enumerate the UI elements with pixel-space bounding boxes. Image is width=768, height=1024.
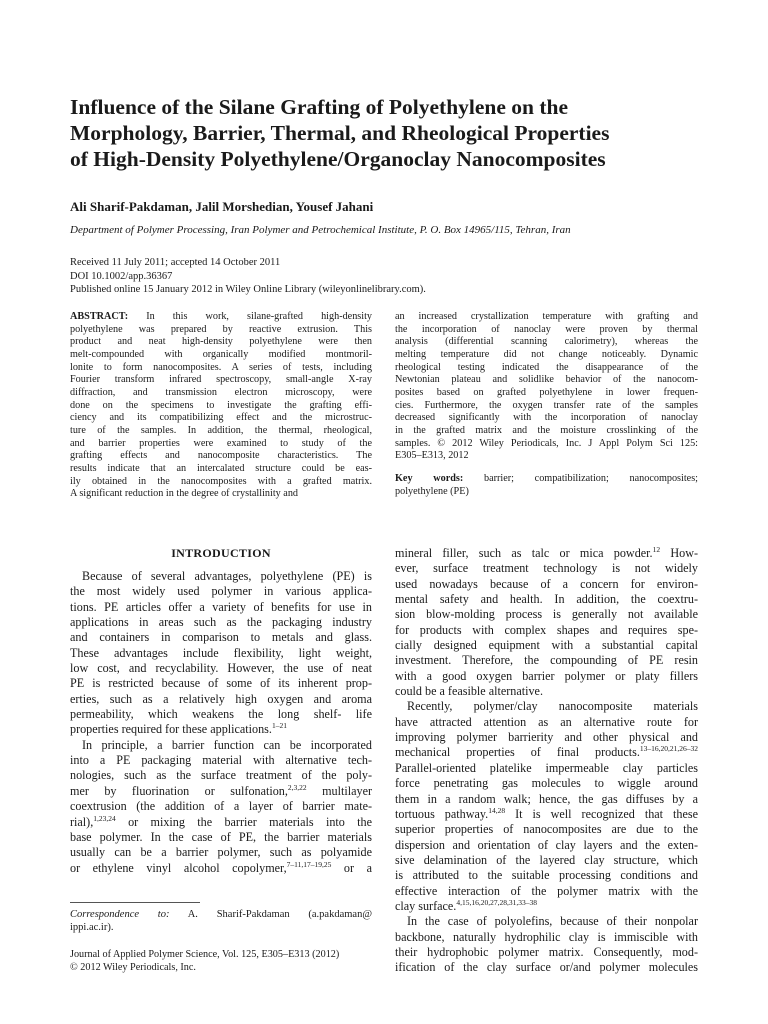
body-line [395, 607, 698, 622]
body-line [395, 899, 698, 914]
body-text: low cost, and recyclability. However, the use of neat [70, 661, 372, 676]
body-line [70, 768, 372, 783]
body-text: or a [331, 860, 372, 875]
abstract-line: and barrier properties were examined to study of the [70, 437, 372, 449]
abstract-line: results indicate that an intercalated structure could be eas- [70, 462, 372, 474]
body-line [70, 584, 372, 599]
body-line [70, 630, 372, 645]
correspondence-line: ippi.ac.ir). [70, 922, 114, 933]
abstract-line: melting temperature did not change noticeably. Dynamic [395, 348, 698, 360]
citation-superscript: 14,28 [488, 805, 506, 815]
body-text: These advantages include flexibility, light weight, [70, 645, 372, 660]
abstract-left-column [70, 311, 372, 501]
body-text: improving polymer barrierity and other physical and [395, 730, 698, 745]
body-text: base polymer. In the case of PE, the barrier materials [70, 829, 372, 844]
body-line [395, 699, 698, 714]
abstract-line: A significant reduction in the degree of crystallinity and [70, 488, 299, 500]
copyright-notice: © 2012 Wiley Periodicals, Inc. [70, 962, 196, 973]
body-text: erties, such as a relatively high oxygen and aroma [70, 691, 372, 706]
citation-superscript: 7–11,17–19,25 [286, 859, 332, 869]
abstract-line: ily obtained in the nanocomposites with a grafted matrix. [70, 475, 372, 487]
body-text: sive delamination of the layered clay structure, which [395, 852, 698, 867]
doi: DOI 10.1002/app.36367 [70, 270, 173, 282]
body-line [395, 853, 698, 868]
keywords-line [395, 473, 698, 486]
citation-superscript: 1–21 [271, 721, 287, 731]
article-title [70, 94, 710, 172]
introduction-left-column [70, 569, 372, 876]
publication-history [70, 256, 426, 297]
abstract-line: done on the specimens to investigate the grafting effi- [70, 399, 372, 411]
body-line [395, 684, 698, 699]
abstract-text: In this work, silane-grafted high-density [146, 311, 373, 322]
body-line [395, 561, 698, 576]
body-line [395, 945, 698, 960]
citation-superscript: 12 [652, 545, 661, 554]
keywords-line: polyethylene (PE) [395, 485, 469, 497]
keywords-text: barrier; compatibilization; nanocomposites; [483, 472, 698, 484]
body-text: could be a feasible alternative. [395, 684, 543, 699]
abstract-line: in the grafted matrix and the moisture crosslinking of the [395, 424, 698, 436]
body-text: with a good oxygen barrier polymer or platy fillers [395, 668, 698, 683]
body-line [70, 615, 372, 630]
body-text: Recently, polymer/clay nanocomposite materials [407, 699, 698, 714]
body-line [70, 815, 372, 830]
body-text: superior properties of nanocomposites are due to the [395, 822, 698, 837]
journal-reference: Journal of Applied Polymer Science, Vol. 125, E305–E313 (2012) [70, 949, 340, 960]
body-text: dispersion and orientation of clay layers and the exten- [395, 837, 698, 852]
correspondence-label: Correspondence to: [70, 909, 170, 920]
abstract-line: posites based on grafted polyethylene in lower frequen- [395, 386, 698, 398]
body-text: tions. PE articles offer a variety of benefits for use in [70, 599, 372, 614]
body-text: backbone, naturally hydrophilic clay is immiscible with [395, 929, 698, 944]
body-text: usually can be a barrier polymer, such as polyamide [70, 845, 372, 860]
body-text: mer by fluorination or sulfonation, [70, 783, 288, 798]
abstract-right-column [395, 311, 698, 498]
body-line [395, 930, 698, 945]
body-text: In the case of polyolefins, because of their nonpolar [407, 914, 698, 929]
abstract-line: product and neat high-density polyethylene were then [70, 336, 372, 348]
body-line [70, 830, 372, 845]
body-text: effective interaction of the polymer matrix with the [395, 883, 698, 898]
body-text: mineral filler, such as talc or mica powder. [395, 546, 653, 560]
body-line [395, 776, 698, 791]
body-text: is attributed to the suitable processing conditions and [395, 868, 698, 883]
body-line [395, 838, 698, 853]
body-text: Because of several advantages, polyethylene (PE) is [82, 569, 372, 583]
body-line [395, 638, 698, 653]
body-line [70, 676, 372, 691]
abstract-line: rheological testing indicated the disappearance of the [395, 361, 698, 373]
keywords [395, 473, 698, 498]
body-text: ever, surface treatment technology is not widely [395, 561, 698, 576]
body-line [70, 707, 372, 722]
body-line [70, 799, 372, 814]
body-text: cially designed equipment with a substantial capital [395, 638, 698, 653]
abstract-line: samples. © 2012 Wiley Periodicals, Inc. J Appl Polym Sci 125: [395, 437, 698, 449]
body-text: into a PE packaging material with alternative tech- [70, 753, 372, 768]
body-line [395, 960, 698, 975]
body-line [70, 600, 372, 615]
body-line [70, 569, 372, 584]
body-text: How- [660, 546, 699, 560]
abstract-line: melt-compounded with organically modified montmoril- [70, 348, 372, 360]
body-text: applications in areas such as the packaging industry [70, 615, 372, 630]
body-line [70, 861, 372, 876]
body-text: tortuous pathway. [395, 806, 489, 821]
introduction-right-column [395, 546, 698, 976]
body-line [395, 884, 698, 899]
body-line [70, 784, 372, 799]
body-text: Parallel-oriented platelike impermeable clay particles [395, 760, 698, 775]
body-text: nologies, such as the surface treatment of the poly- [70, 768, 372, 783]
body-text: them in a random walk; hence, the gas diffuses by a [395, 791, 698, 806]
abstract-line: Newtonian plateau and solidlike behavior of the nanocom- [395, 374, 698, 386]
abstract-line: lonite to form nanocomposites. A series of tests, including [70, 361, 372, 373]
body-line [395, 761, 698, 776]
body-text: have attracted attention as an alternative route for [395, 714, 698, 729]
body-line [395, 822, 698, 837]
body-line [395, 745, 698, 760]
body-line [395, 669, 698, 684]
received-date: Received 11 July 2011; accepted 14 October 2011 [70, 257, 281, 268]
body-line [395, 623, 698, 638]
body-text: multilayer [306, 783, 373, 798]
title-line: Influence of the Silane Grafting of Polyethylene on the [70, 95, 569, 119]
body-text: sion blow-molding process is generally not available [395, 607, 698, 622]
abstract-line: cies. Furthermore, the oxygen transfer rate of the samples [395, 399, 698, 411]
abstract-line: diffraction, and transmission electron microscopy, were [70, 386, 372, 398]
body-line [395, 577, 698, 592]
abstract-line: ture of the samples. In addition, the thermal, rheological, [70, 424, 372, 436]
title-line: Morphology, Barrier, Thermal, and Rheological Properties [70, 121, 610, 145]
body-line [395, 546, 698, 561]
body-line [395, 592, 698, 607]
abstract-line: decreased significantly with the incorporation of nanoclay [395, 412, 698, 424]
citation-superscript: 13–16,20,21,26–32 [639, 744, 698, 754]
body-text: ification of the clay surface or/and polymer molecules [395, 960, 698, 975]
abstract-first-line [70, 311, 372, 324]
body-text: permeability, which weakens the long shelf- life [70, 707, 372, 722]
body-line [395, 792, 698, 807]
body-text: or mixing the barrier materials into the [115, 814, 372, 829]
body-line [70, 738, 372, 753]
affiliation: Department of Polymer Processing, Iran Polymer and Petrochemical Institute, P. O. Box 14965/115, Tehran, Iran [70, 224, 571, 236]
author-list: Ali Sharif-Pakdaman, Jalil Morshedian, Yousef Jahani [70, 199, 374, 214]
body-text: force penetrating gas molecules to wiggle around [395, 776, 698, 791]
body-line [70, 646, 372, 661]
abstract-line: analysis (differential scanning calorimetry), whereas the [395, 336, 698, 348]
body-text: mechanical properties of final products. [395, 745, 640, 760]
body-text: for products with complex shapes and requires spe- [395, 622, 698, 637]
body-text: the most widely used polymer in various applica- [70, 584, 372, 599]
correspondence-line [70, 908, 372, 921]
body-line [395, 868, 698, 883]
correspondence-note [70, 908, 372, 934]
footnote-divider [70, 902, 200, 903]
abstract-label: ABSTRACT: [70, 311, 129, 322]
body-text: In principle, a barrier function can be incorporated [82, 737, 372, 752]
body-text: used nowadays because of a concern for environ- [395, 576, 698, 591]
abstract-line: polyethylene was prepared by reactive extrusion. This [70, 323, 372, 335]
body-line [395, 730, 698, 745]
body-line [395, 715, 698, 730]
body-text: or ethylene vinyl alcohol copolymer, [70, 860, 287, 875]
body-line [70, 661, 372, 676]
body-line [395, 807, 698, 822]
abstract-line: ciency and its compatibilizing effect and the microstruc- [70, 412, 372, 424]
body-text: rial), [70, 814, 94, 829]
body-line [395, 653, 698, 668]
body-text: PE is restricted because of some of its inherent prop- [70, 676, 372, 691]
abstract-left-lines [70, 324, 372, 501]
body-text: clay surface. [395, 898, 457, 913]
correspondence-text: A. Sharif-Pakdaman (a.pakdaman@ [187, 909, 372, 920]
body-text: mental safety and health. In addition, the coextru- [395, 592, 698, 607]
journal-citation [70, 948, 372, 974]
title-line: of High-Density Polyethylene/Organoclay Nanocomposites [70, 147, 606, 171]
body-line [70, 692, 372, 707]
citation-superscript: 1,23,24 [93, 813, 116, 823]
abstract-line: grafting effects and nanocomposite characteristics. The [70, 450, 372, 462]
body-text: their hydrophobic polymer matrix. Consequently, mod- [395, 944, 698, 959]
abstract-right-lines [395, 311, 698, 463]
body-text: investment. Therefore, the compounding of PE resin [395, 653, 698, 668]
body-line [70, 845, 372, 860]
body-text: coextrusion (the addition of a layer of barrier mate- [70, 799, 372, 814]
abstract-line: Fourier transform infrared spectroscopy, small-angle X-ray [70, 374, 372, 386]
body-text: It is well recognized that these [505, 806, 698, 821]
body-text: properties required for these applications. [70, 722, 272, 737]
published-online: Published online 15 January 2012 in Wiley Online Library (wileyonlinelibrary.com). [70, 284, 426, 295]
section-heading-introduction: INTRODUCTION [171, 546, 271, 560]
body-line [70, 722, 372, 737]
body-text: and containers in comparison to metals and glass. [70, 630, 372, 645]
keywords-label: Key words: [395, 472, 464, 484]
body-line [395, 914, 698, 929]
citation-superscript: 4,15,16,20,27,28,31,33–38 [456, 897, 537, 907]
abstract-line: the incorporation of nanoclay were proven by thermal [395, 323, 698, 335]
abstract-line: E305–E313, 2012 [395, 450, 469, 462]
abstract-line: an increased crystallization temperature with grafting and [395, 311, 698, 322]
citation-superscript: 2,3,22 [287, 782, 307, 792]
body-line [70, 753, 372, 768]
